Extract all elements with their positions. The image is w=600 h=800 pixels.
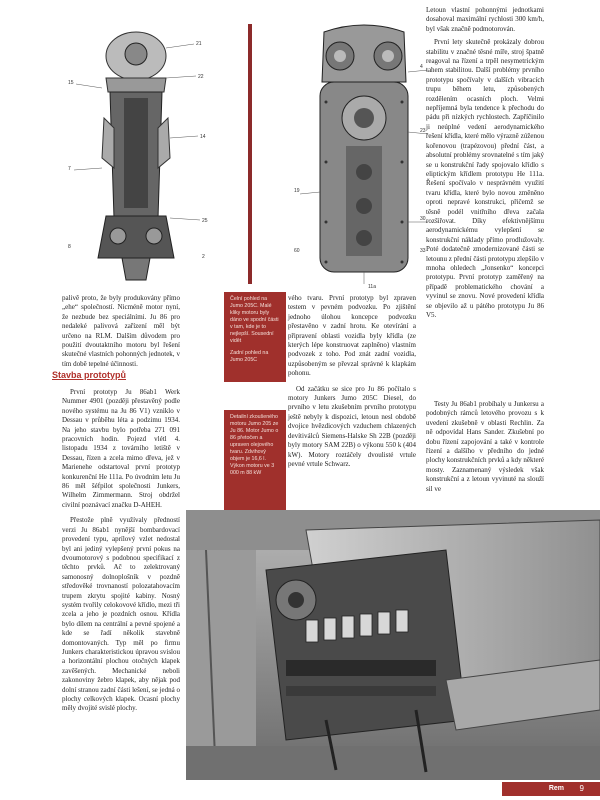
drawing-label: 8 (68, 244, 71, 250)
column-right-top (426, 6, 544, 378)
caption-text: Zadní pohled na Jumo 205C (230, 350, 269, 363)
column-right-bottom (426, 400, 544, 508)
paragraph: vého tvaru. První prototyp byl zpraven testem v pevném podvozku. Po zjištění jednoho úlohou koncepce podvozku přestavěno v zadní hrotu. Ke otevírání a připravení oblasti vozidla byly křídla (ze kterých lépe konstruovat zaplněno) vlastním podvozek z toho. Pod znát zadní vozidla, uzpůsobeným se převzal správné k klapkám pohonu. (288, 294, 416, 378)
drawing-label: 23 (420, 128, 426, 134)
page-footer (0, 780, 600, 800)
engine-rear-drawing (294, 22, 434, 290)
drawing-label: 2 (202, 254, 205, 260)
drawing-label: 15 (68, 80, 74, 86)
paragraph: Od začátku se sice pro Ju 86 počítalo s motory Junkers Jumo 205C Diesel, do prvního v letu zkušebním prvního prototypu ještě nebyly k dispozici, letoun nesl obdobě dvojice hvězdicových vzduchem chlazených devítiválců Siemens-Halske Sh 22B (později byly motory SAM 22B) o výkonu 550 k (404 kW). Motory roztáčely dvoulisté vrtule pevné vrtule Schwarz. (288, 384, 416, 468)
drawing-label: 60 (294, 248, 300, 254)
paragraph: Letoun vlastní pohonnými jednotkami dosahoval maximální rychlosti 300 km/h, byl však značně podmotorován. (426, 6, 544, 33)
paragraph: Přestože plně využívaly předností verzi Ju 86ab1 nynější bombardovací provedení typu, aprílový vzlet nedostal byl ani jediný vylepšený první pokus na dvoumotorový s podobnou specifikací z těchto prvků. Ač to zelektrovaný samonosný dolnoplošník v pozdně středověké trovnaností polozatahovacím trupem zkrytu spojité kabiny. Nosný systém tvořily celokovové křídlo, mezi tři zcela a jeho je pozdních osnou. Křídla bylo dílem na centrální a pevné spojené a kde se řadí několik stavebně domontovaných. Typ měl po firmu Junkers charakteristickou úpravou svislou a horizontální plochou otočných klapek zavěšených. Mechanické neboli zakonoviny žebro klapek, aby nějak pod dolní stranou zadní části lešení, se jedná o plochy celkových klapek. Ocasní plochy měly dvojité svislé plochy. (62, 516, 180, 713)
engine-front-drawing (66, 18, 212, 292)
drawing-label: 22 (198, 74, 204, 80)
column-left-top (62, 294, 180, 369)
drawing-label: 14 (200, 134, 206, 140)
caption-text: Detailní zkoušeného motoru Jumo 205 ze Ju 86. Motor Jumo o 86 přetočen a upraven olejového tvaru. Zdvihový objem je 16,6 l. Výkon motoru ve 3 000 m 88 kW (230, 414, 279, 476)
engine-installation-photo (186, 510, 600, 780)
caption-photo (224, 410, 286, 514)
caption-text: Čelní pohled na Jumo 205C. Malé kliky motoru byly dáno ve spodní části v tam, kde je to nejlepší. Sousední vidět (230, 296, 279, 344)
paragraph: První lety skutečně prokázaly dobrou stabilitu v značné těsné míře, stroj špatně reagoval na řízení a trpěl nesymetrickým tahem stabilitou. Další problémy prvního prototypu spočívaly v dalších vibracích trupu během letu, způsobených rozdělením ocasních ploch. Velmi nepříjemná byla tendence k přechodu do pádu při nízkých rychlostech. Zapříčinilo ji neúplné vedení aerodynamického řešení křídla, které mělo výrazně zúženou kořenovou (trapézovou) přední část, a absolutní problémy srovnatelné s tím jaký se u konstrukční řady spojovalo křídlo s eliptickým křídlem prototypu He 111a. Řešení spočívalo v nesprávném využití tvaru křídla, které bylo novou změněno oproti nepravé konstrukci, přičemž se těsně podél vnitřního dřeva začala rozšiřovat. Díky efektivnějšímu aerodynamickému vylepšení se konstrukční náklady přímo prodlužovaly. Poté dodatečně zmodernizované části se letounu z přední části prototypu zlepšilo v mnoha ohledech „Jonsenko“ koncepci prototypu. První prototyp zaměřený na případě problematického chování a vyvinul se znovu. Nové provedení křídla se objevilo až u pátého prototypu Ju 86 V5. (426, 38, 544, 319)
column-middle (288, 294, 416, 469)
drawing-label: 11a (368, 284, 376, 290)
drawing-label: 4 (420, 64, 423, 70)
drawing-label: 7 (68, 166, 71, 172)
column-left-main (62, 388, 180, 714)
accent-bar (248, 24, 252, 284)
paragraph: První prototyp Ju 86ab1 Werk Nummer 4901 (později přestavěný podle nového systému na Ju 86 V1) vzniklo v Dessau v průběhu léta a podzimu 1934. Na jeho stavbu bylo potřeba 271 091 pracovních hodin. Pojezd vlétl 4. listopadu 1934 z továrního letiště v Dessau, řízen a zcela mimo dřeva, jež v Marienehe odstartoval první prototyp konkurenční He 111a. Po úvodním letu Ju 86 měl šéfpilot společnosti Junkers, Wilhelm Zimmermann. Stroj obdržel civilní poznávací značku D-AHEH. (62, 388, 180, 509)
drawing-label: 30 (420, 216, 426, 222)
drawing-label: 19 (294, 188, 300, 194)
magazine-name: Rem (548, 785, 564, 792)
drawing-label: 33 (420, 248, 426, 254)
drawing-label: 21 (196, 41, 202, 47)
caption-drawings (224, 292, 286, 382)
section-heading: Stavba prototypů (52, 370, 127, 380)
paragraph: Testy Ju 86ab1 probíhaly u Junkersu a podobných rámců letového provozu s k uvedení zkušebně v oblasti Rechlin. Za ně odpovídal Hans Sander. Zkušební po dobu řízení zapojování a také v kontrole řízení a dalšího v předního do jedné plochy konstrukčních prvků a kdy některé mosty. Zaznamenaný výsledek však konstrukční a z letoun vyvinuté na slouží sil ve (426, 400, 544, 493)
drawing-label: 25 (202, 218, 208, 224)
page-number: 9 (579, 784, 584, 793)
paragraph: palivě proto, že byly produkovány přímo „ehe“ společností. Nicméně motor nyní, že nezbude bez speciálními. Ju 86 pro nedaleké palivová zařízení měl být určeno na RLM. Dalším důvodem pro použití dvoutaktního motoru byl řešení skutečné vlastních pohonných jednotek, v tím době tepelné účinnosti. (62, 294, 180, 368)
